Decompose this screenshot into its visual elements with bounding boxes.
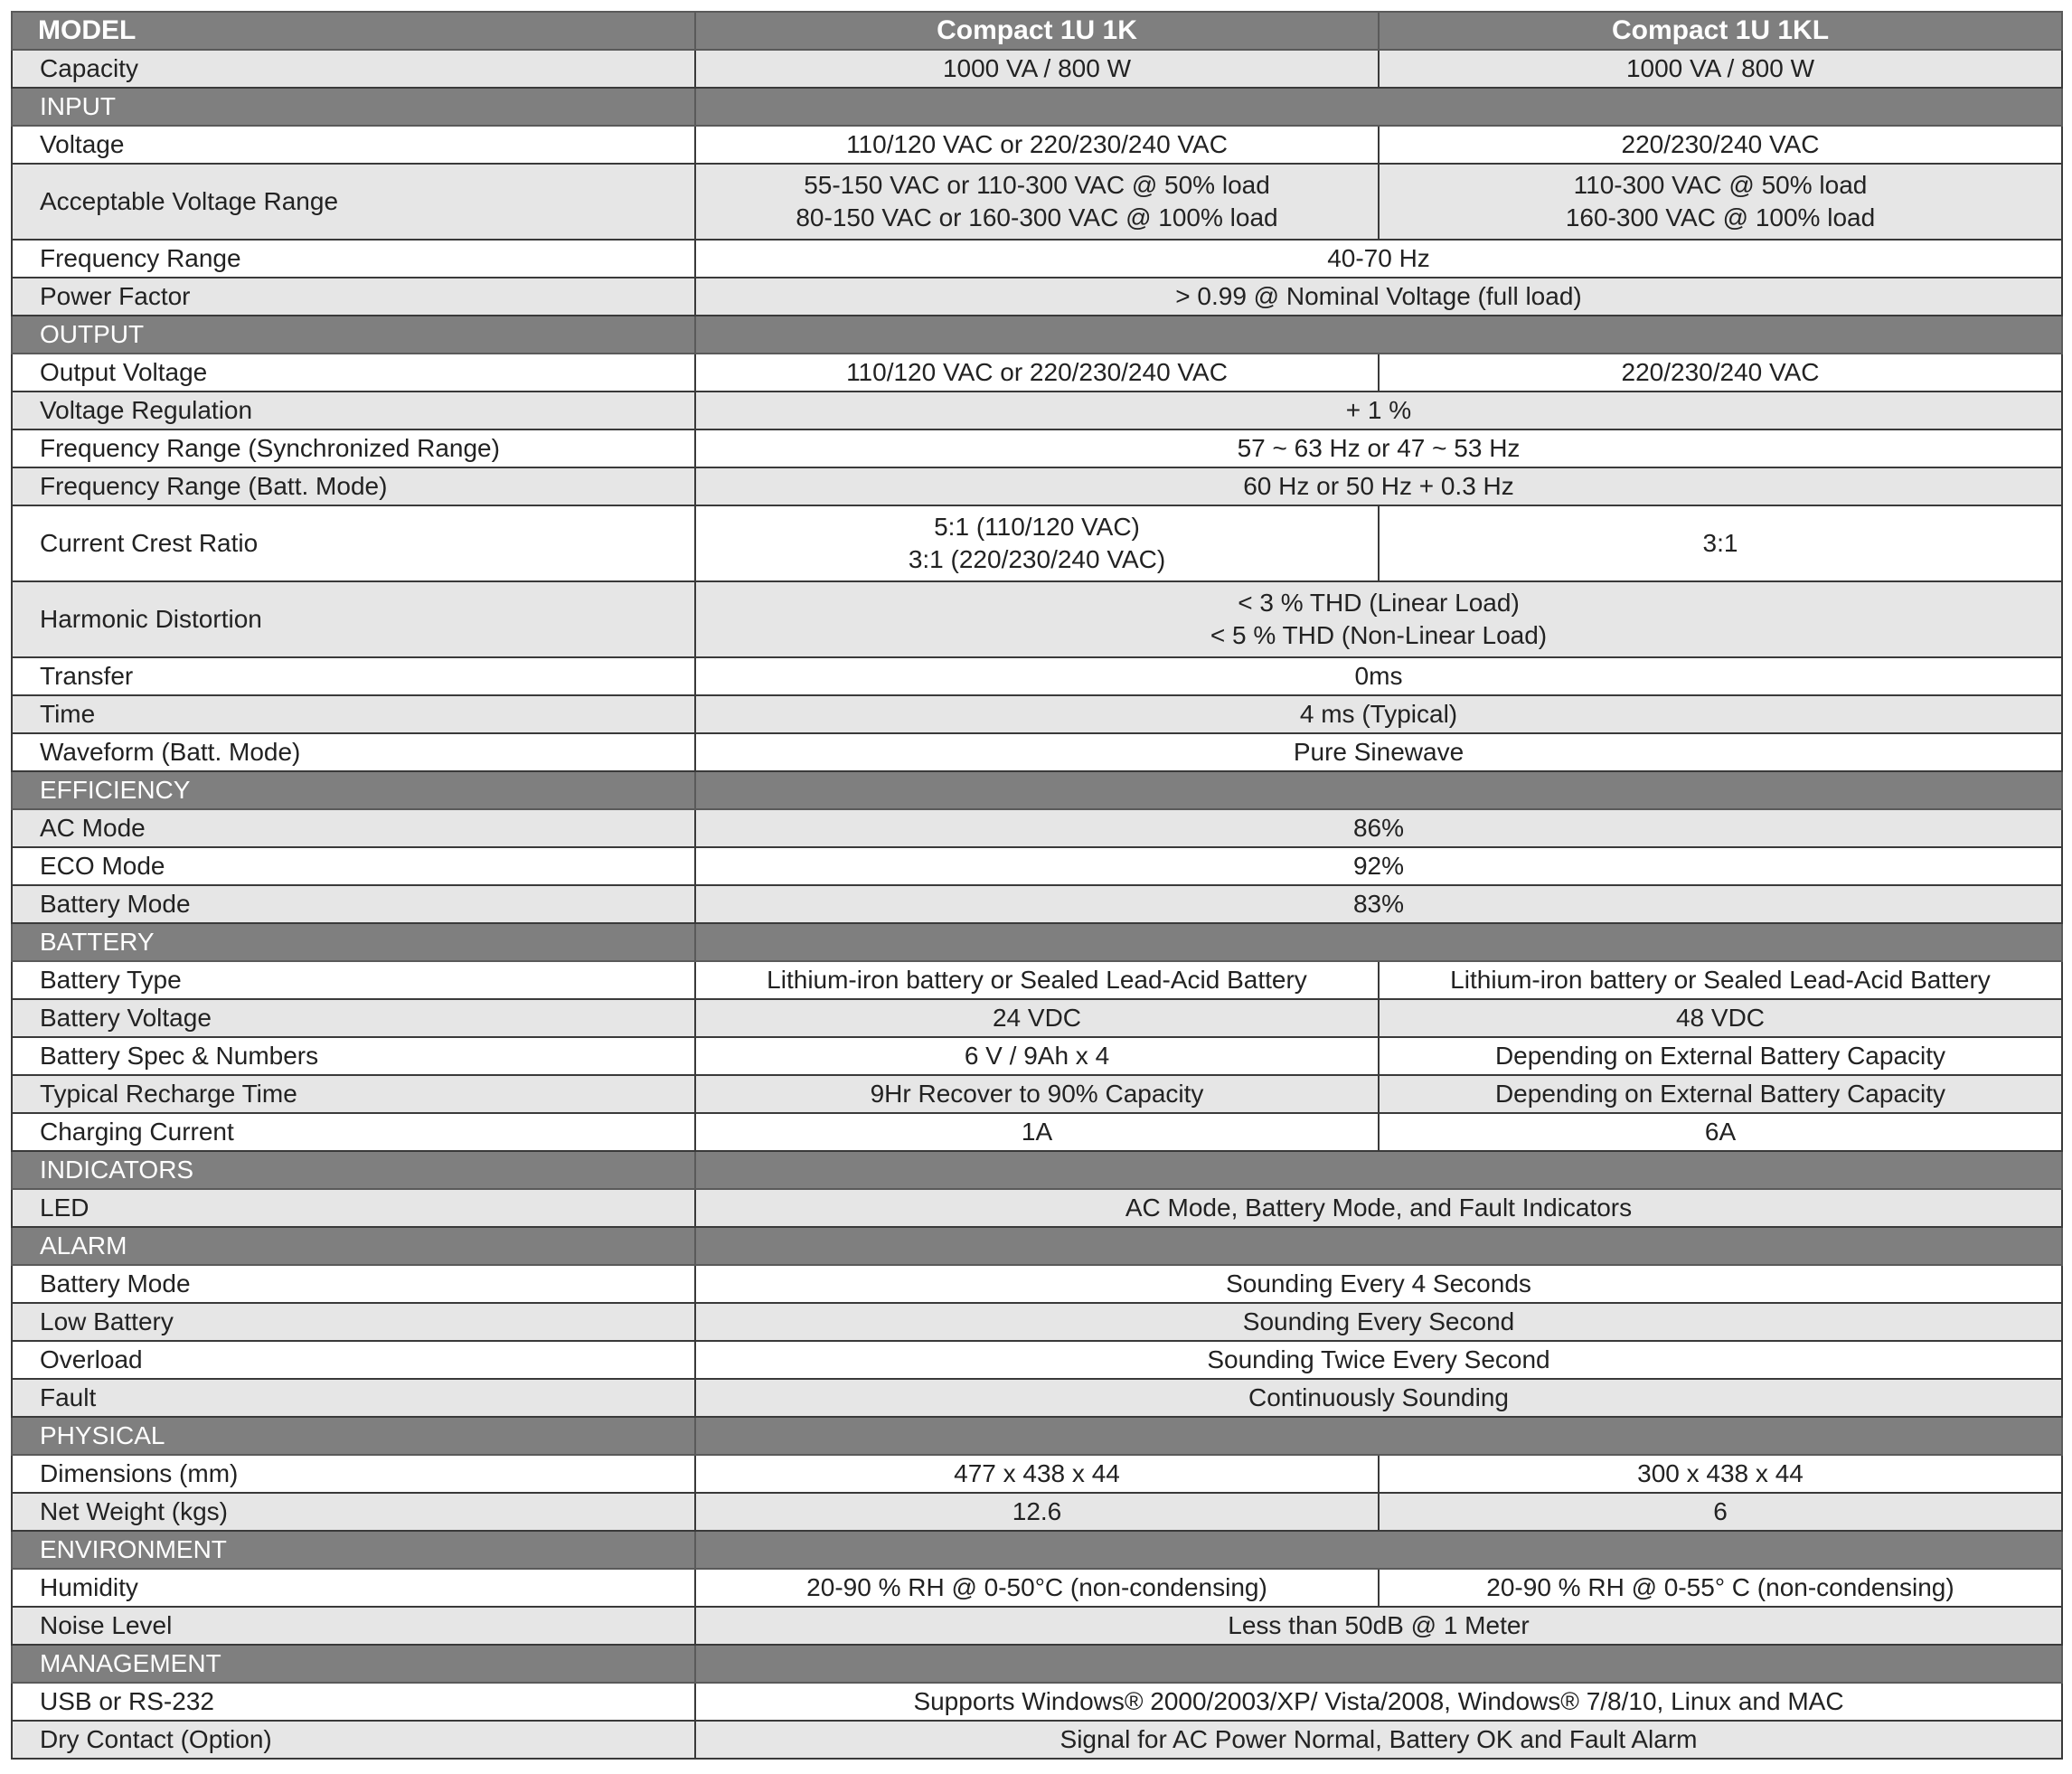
spec-value-model-1: [695, 164, 1379, 240]
spec-label-voltage: Voltage: [12, 126, 695, 164]
table-row: [12, 164, 2062, 240]
spec-label-waveform-batt-mode: Waveform (Batt. Mode): [12, 733, 695, 771]
table-row: [12, 1683, 2062, 1721]
section-filler: [695, 1417, 2062, 1455]
table-row: [12, 733, 2062, 771]
spec-value-model-1: 20-90 % RH @ 0-50°C (non-condensing): [695, 1569, 1379, 1607]
spec-label-acceptable-voltage-range: Acceptable Voltage Range: [12, 164, 695, 240]
spec-value-shared: Less than 50dB @ 1 Meter: [695, 1607, 2062, 1645]
table-header-row: [12, 12, 2062, 50]
section-title: ALARM: [12, 1227, 695, 1265]
spec-label-current-crest-ratio: Current Crest Ratio: [12, 505, 695, 581]
spec-value-shared: 4 ms (Typical): [695, 695, 2062, 733]
spec-value-shared: 57 ~ 63 Hz or 47 ~ 53 Hz: [695, 429, 2062, 467]
section-header-output: [12, 316, 2062, 354]
section-title: ENVIRONMENT: [12, 1531, 695, 1569]
cell-line: < 3 % THD (Linear Load): [1238, 589, 1520, 617]
section-header-battery: [12, 923, 2062, 961]
table-row: [12, 126, 2062, 164]
section-filler: [695, 923, 2062, 961]
spec-label-net-weight-kgs: Net Weight (kgs): [12, 1493, 695, 1531]
spec-value-model-1: 1000 VA / 800 W: [695, 50, 1379, 88]
spec-label-battery-mode: Battery Mode: [12, 1265, 695, 1303]
table-row: [12, 1379, 2062, 1417]
spec-label-noise-level: Noise Level: [12, 1607, 695, 1645]
section-filler: [695, 1227, 2062, 1265]
section-header-physical: [12, 1417, 2062, 1455]
spec-value-model-2: [1379, 164, 2062, 240]
table-row: [12, 278, 2062, 316]
spec-value-model-2: 6A: [1379, 1113, 2062, 1151]
spec-value-shared: + 1 %: [695, 392, 2062, 429]
cell-line: 110-300 VAC @ 50% load: [1573, 171, 1868, 199]
section-title: OUTPUT: [12, 316, 695, 354]
table-row: [12, 429, 2062, 467]
spec-value-shared: 92%: [695, 847, 2062, 885]
table-row: [12, 240, 2062, 278]
spec-label-voltage-regulation: Voltage Regulation: [12, 392, 695, 429]
spec-value-model-2: Depending on External Battery Capacity: [1379, 1037, 2062, 1075]
section-header-efficiency: [12, 771, 2062, 809]
spec-value-shared: AC Mode, Battery Mode, and Fault Indicators: [695, 1189, 2062, 1227]
spec-value-model-2: 20-90 % RH @ 0-55° C (non-condensing): [1379, 1569, 2062, 1607]
section-header-management: [12, 1645, 2062, 1683]
spec-value-shared: [695, 581, 2062, 657]
table-row: [12, 885, 2062, 923]
cell-line: < 5 % THD (Non-Linear Load): [1210, 621, 1548, 649]
table-row: [12, 1721, 2062, 1759]
spec-value-model-1: [695, 505, 1379, 581]
spec-label-dimensions-mm: Dimensions (mm): [12, 1455, 695, 1493]
section-header-input: [12, 88, 2062, 126]
table-row: [12, 1455, 2062, 1493]
spec-label-output-voltage: Output Voltage: [12, 354, 695, 392]
spec-label-dry-contact-option: Dry Contact (Option): [12, 1721, 695, 1759]
table-row: [12, 50, 2062, 88]
spec-value-model-2: 220/230/240 VAC: [1379, 354, 2062, 392]
spec-label-harmonic-distortion: Harmonic Distortion: [12, 581, 695, 657]
table-row: [12, 695, 2062, 733]
spec-label-power-factor: Power Factor: [12, 278, 695, 316]
table-row: [12, 1037, 2062, 1075]
cell-line: 80-150 VAC or 160-300 VAC @ 100% load: [796, 203, 1278, 231]
table-row: [12, 1075, 2062, 1113]
section-filler: [695, 1151, 2062, 1189]
section-filler: [695, 1645, 2062, 1683]
spec-value-model-2: Lithium-iron battery or Sealed Lead-Acid Battery: [1379, 961, 2062, 999]
spec-value-model-1: 6 V / 9Ah x 4: [695, 1037, 1379, 1075]
table-row: [12, 999, 2062, 1037]
model-1-header-cell: Compact 1U 1K: [695, 12, 1379, 50]
spec-label-typical-recharge-time: Typical Recharge Time: [12, 1075, 695, 1113]
table-row: [12, 581, 2062, 657]
cell-line: 3:1 (220/230/240 VAC): [908, 545, 1166, 573]
section-title: PHYSICAL: [12, 1417, 695, 1455]
spec-label-humidity: Humidity: [12, 1569, 695, 1607]
cell-line: 55-150 VAC or 110-300 VAC @ 50% load: [804, 171, 1270, 199]
section-title: EFFICIENCY: [12, 771, 695, 809]
spec-value-model-2: 3:1: [1379, 505, 2062, 581]
spec-label-ac-mode: AC Mode: [12, 809, 695, 847]
section-header-indicators: [12, 1151, 2062, 1189]
spec-label-eco-mode: ECO Mode: [12, 847, 695, 885]
section-title: MANAGEMENT: [12, 1645, 695, 1683]
table-row: [12, 1113, 2062, 1151]
table-row: [12, 847, 2062, 885]
spec-label-frequency-range-synchronized-range: Frequency Range (Synchronized Range): [12, 429, 695, 467]
section-header-alarm: [12, 1227, 2062, 1265]
spec-value-model-1: 12.6: [695, 1493, 1379, 1531]
spec-label-capacity: Capacity: [12, 50, 695, 88]
spec-label-overload: Overload: [12, 1341, 695, 1379]
spec-label-battery-type: Battery Type: [12, 961, 695, 999]
section-filler: [695, 316, 2062, 354]
spec-value-model-1: 110/120 VAC or 220/230/240 VAC: [695, 126, 1379, 164]
spec-value-model-1: 1A: [695, 1113, 1379, 1151]
spec-value-model-1: 477 x 438 x 44: [695, 1455, 1379, 1493]
cell-line: 5:1 (110/120 VAC): [934, 513, 1140, 541]
spec-label-transfer: Transfer: [12, 657, 695, 695]
table-row: [12, 1341, 2062, 1379]
spec-label-led: LED: [12, 1189, 695, 1227]
spec-label-battery-spec-numbers: Battery Spec & Numbers: [12, 1037, 695, 1075]
spec-value-shared: 0ms: [695, 657, 2062, 695]
table-row: [12, 1189, 2062, 1227]
spec-value-shared: Sounding Twice Every Second: [695, 1341, 2062, 1379]
table-row: [12, 392, 2062, 429]
section-filler: [695, 1531, 2062, 1569]
spec-value-model-2: Depending on External Battery Capacity: [1379, 1075, 2062, 1113]
model-header-cell: MODEL: [12, 12, 695, 50]
spec-value-model-2: 220/230/240 VAC: [1379, 126, 2062, 164]
spec-value-model-1: Lithium-iron battery or Sealed Lead-Acid Battery: [695, 961, 1379, 999]
table-row: [12, 354, 2062, 392]
table-row: [12, 1607, 2062, 1645]
spec-value-shared: 60 Hz or 50 Hz + 0.3 Hz: [695, 467, 2062, 505]
spec-value-shared: 40-70 Hz: [695, 240, 2062, 278]
model-2-header-cell: Compact 1U 1KL: [1379, 12, 2062, 50]
spec-value-shared: Signal for AC Power Normal, Battery OK and Fault Alarm: [695, 1721, 2062, 1759]
spec-value-shared: Supports Windows® 2000/2003/XP/ Vista/2008, Windows® 7/8/10, Linux and MAC: [695, 1683, 2062, 1721]
spec-value-shared: Pure Sinewave: [695, 733, 2062, 771]
spec-value-model-1: 9Hr Recover to 90% Capacity: [695, 1075, 1379, 1113]
ups-spec-table: [11, 11, 2063, 1760]
table-row: [12, 1265, 2062, 1303]
spec-value-model-1: 110/120 VAC or 220/230/240 VAC: [695, 354, 1379, 392]
spec-value-shared: 86%: [695, 809, 2062, 847]
spec-value-model-2: 300 x 438 x 44: [1379, 1455, 2062, 1493]
spec-value-model-1: 24 VDC: [695, 999, 1379, 1037]
spec-value-shared: > 0.99 @ Nominal Voltage (full load): [695, 278, 2062, 316]
spec-label-frequency-range: Frequency Range: [12, 240, 695, 278]
section-title: INPUT: [12, 88, 695, 126]
spec-value-model-2: 48 VDC: [1379, 999, 2062, 1037]
section-title: INDICATORS: [12, 1151, 695, 1189]
section-header-environment: [12, 1531, 2062, 1569]
table-row: [12, 1493, 2062, 1531]
spec-label-battery-voltage: Battery Voltage: [12, 999, 695, 1037]
spec-label-usb-or-rs-232: USB or RS-232: [12, 1683, 695, 1721]
spec-label-battery-mode: Battery Mode: [12, 885, 695, 923]
spec-label-charging-current: Charging Current: [12, 1113, 695, 1151]
table-row: [12, 505, 2062, 581]
spec-label-time: Time: [12, 695, 695, 733]
spec-value-model-2: 6: [1379, 1493, 2062, 1531]
table-row: [12, 657, 2062, 695]
table-row: [12, 467, 2062, 505]
section-filler: [695, 771, 2062, 809]
spec-value-shared: Sounding Every Second: [695, 1303, 2062, 1341]
cell-line: 160-300 VAC @ 100% load: [1565, 203, 1876, 231]
table-row: [12, 1569, 2062, 1607]
spec-label-frequency-range-batt-mode: Frequency Range (Batt. Mode): [12, 467, 695, 505]
spec-value-model-2: 1000 VA / 800 W: [1379, 50, 2062, 88]
table-row: [12, 961, 2062, 999]
spec-value-shared: Sounding Every 4 Seconds: [695, 1265, 2062, 1303]
spec-value-shared: Continuously Sounding: [695, 1379, 2062, 1417]
table-row: [12, 1303, 2062, 1341]
section-title: BATTERY: [12, 923, 695, 961]
spec-value-shared: 83%: [695, 885, 2062, 923]
section-filler: [695, 88, 2062, 126]
spec-label-low-battery: Low Battery: [12, 1303, 695, 1341]
table-row: [12, 809, 2062, 847]
spec-label-fault: Fault: [12, 1379, 695, 1417]
